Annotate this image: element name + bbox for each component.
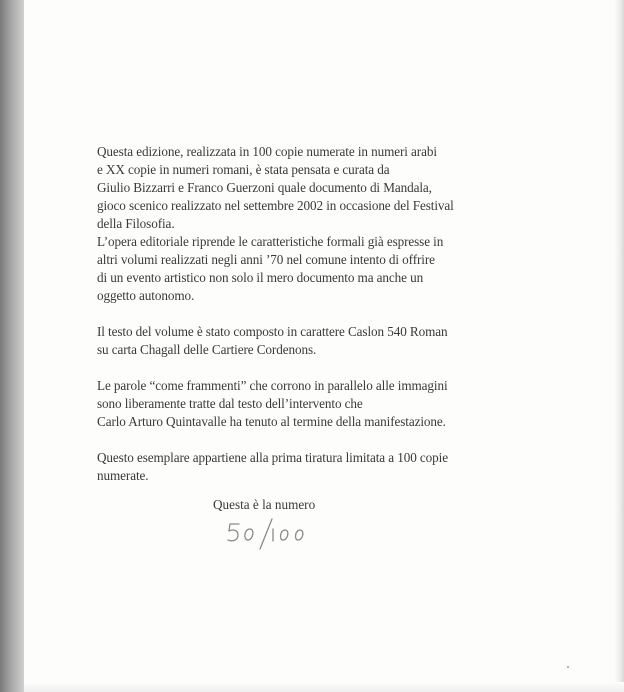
colophon-paragraph-edition [97, 143, 487, 305]
colophon-paragraph-typography [97, 323, 487, 359]
colophon-text [97, 143, 487, 485]
text-line: e XX copie in numeri romani, è stata pensata e curata da [97, 162, 390, 177]
text-line: numerate. [97, 468, 149, 483]
colophon-paragraph-copy [97, 449, 487, 485]
text-line: altri volumi realizzati negli anni ’70 nel comune intento di offrire [97, 252, 435, 267]
text-line: Questa edizione, realizzata in 100 copie numerate in numeri arabi [97, 144, 437, 159]
paragraph-gap [97, 431, 487, 449]
page-right-edge [614, 0, 624, 692]
text-line: sono liberamente tratte dal testo dell’intervento che [97, 396, 363, 411]
text-line: Questo esemplare appartiene alla prima tiratura limitata a 100 copie [97, 450, 448, 465]
text-line: su carta Chagall delle Cartiere Cordenons. [97, 342, 317, 357]
text-line: L’opera editoriale riprende le caratteristiche formali già espresse in [97, 234, 444, 249]
text-line: Il testo del volume è stato composto in carattere Caslon 540 Roman [97, 324, 448, 339]
handwritten-copy-number [225, 512, 325, 552]
page-speck [567, 666, 569, 668]
text-line: gioco scenico realizzato nel settembre 2002 in occasione del Festival [97, 198, 454, 213]
text-line: Carlo Arturo Quintavalle ha tenuto al termine della manifestazione. [97, 414, 446, 429]
text-line: Giulio Bizzarri e Franco Guerzoni quale documento di Mandala, [97, 180, 432, 195]
text-line: Le parole “come frammenti” che corrono in parallelo alle immagini [97, 378, 448, 393]
copy-number-label: Questa è la numero [213, 497, 316, 512]
text-line: di un evento artistico non solo il mero documento ma anche un [97, 270, 424, 285]
handwritten-number-drawing [225, 512, 325, 552]
page-bottom-edge [24, 682, 624, 692]
colophon-paragraph-words [97, 377, 487, 431]
text-line: della Filosofia. [97, 216, 175, 231]
paragraph-gap [97, 305, 487, 323]
paragraph-gap [97, 359, 487, 377]
text-line: oggetto autonomo. [97, 288, 195, 303]
